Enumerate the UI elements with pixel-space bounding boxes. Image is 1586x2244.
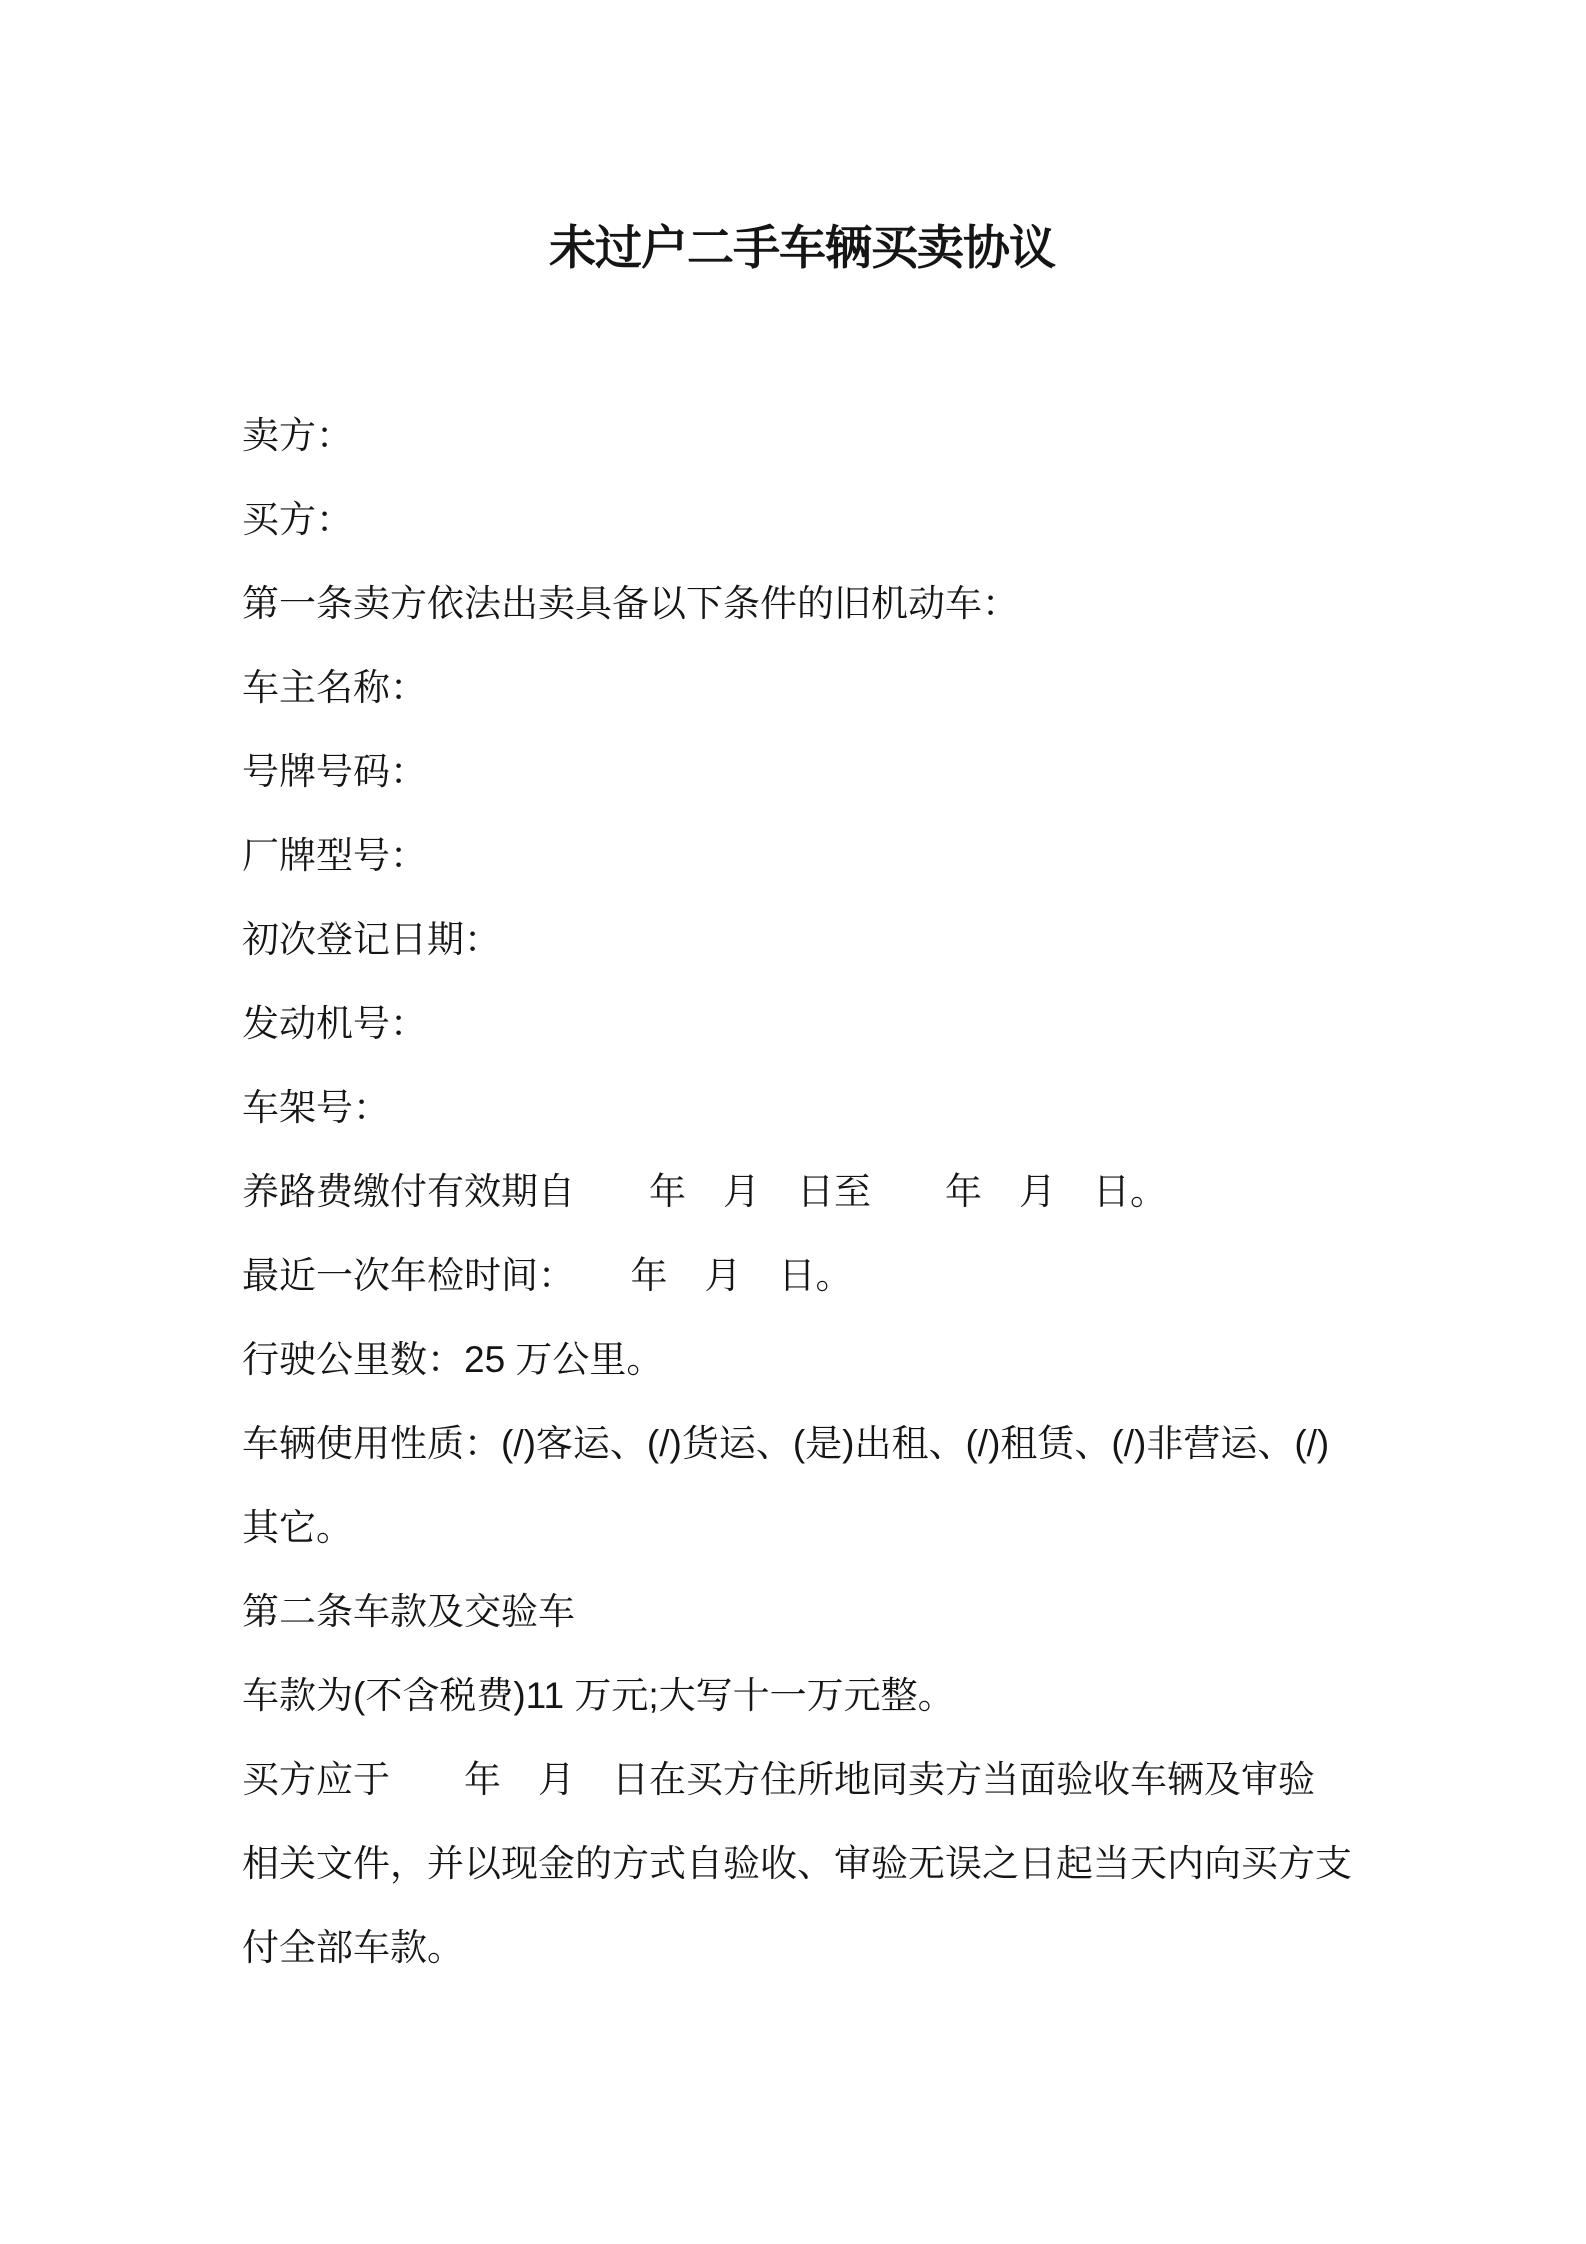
owner-name-field: 车主名称： <box>242 667 427 708</box>
article-2-heading: 第二条车款及交验车 <box>242 1591 575 1632</box>
document-body <box>242 394 1442 1990</box>
usage-nature-line: 车辆使用性质：(/)客运、(/)货运、(是)出租、(/)租赁、(/)非营运、(/) <box>242 1423 1330 1464</box>
price-clause: 车款为(不含税费)11 万元;大写十一万元整。 <box>242 1675 955 1716</box>
road-fee-validity-field: 养路费缴付有效期自 年 月 日至 年 月 日。 <box>242 1171 1167 1212</box>
inspection-payment-line: 买方应于 年 月 日在买方住所地同卖方当面验收车辆及审验 <box>242 1759 1315 1800</box>
first-registration-date-field: 初次登记日期： <box>242 919 501 960</box>
plate-number-field: 号牌号码： <box>242 751 427 792</box>
last-inspection-field: 最近一次年检时间： 年 月 日。 <box>242 1255 853 1296</box>
mileage-field: 行驶公里数：25 万公里。 <box>242 1339 664 1380</box>
brand-model-field: 厂牌型号： <box>242 835 427 876</box>
inspection-payment-line: 相关文件，并以现金的方式自验收、审验无误之日起当天内向买方支 <box>242 1843 1352 1884</box>
engine-number-field: 发动机号： <box>242 1003 427 1044</box>
inspection-payment-line: 付全部车款。 <box>242 1927 464 1968</box>
document-title: 未过户二手车辆买卖协议 <box>549 221 1055 274</box>
usage-nature-line: 其它。 <box>242 1507 353 1548</box>
frame-number-field: 车架号： <box>242 1087 390 1128</box>
seller-field: 卖方： <box>242 415 353 456</box>
buyer-field: 买方： <box>242 499 353 540</box>
article-1-heading: 第一条卖方依法出卖具备以下条件的旧机动车： <box>242 583 1019 624</box>
